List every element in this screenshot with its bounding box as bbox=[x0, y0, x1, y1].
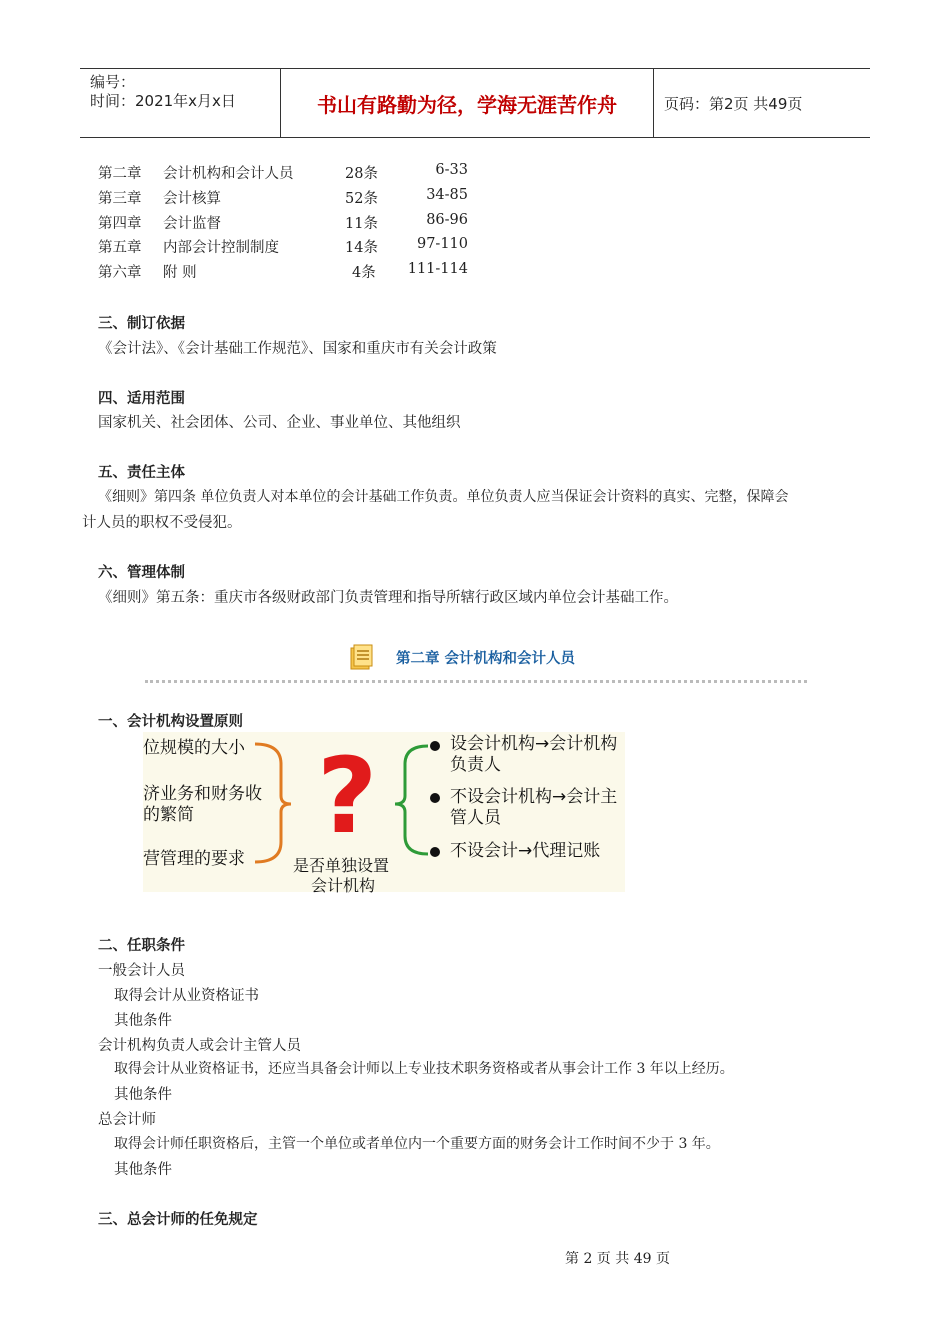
factor-scale: 位规模的大小 bbox=[143, 738, 245, 758]
role-condition: 取得会计从业资格证书，还应当具备会计师以上专业技术职务资格或者从事会计工作 3 年以上经历。 bbox=[114, 1061, 734, 1077]
toc-chapter: 第二章 bbox=[98, 166, 142, 182]
page-header bbox=[80, 68, 870, 138]
section-body: 国家机关、社会团体、公司、企业、事业单位、其他组织 bbox=[98, 415, 461, 431]
role-condition: 取得会计师任职资格后，主管一个单位或者单位内一个重要方面的财务会计工作时间不少于 3 年。 bbox=[114, 1136, 720, 1152]
number-label: 编号： bbox=[90, 73, 136, 91]
toc-count: 11条 bbox=[345, 216, 378, 232]
factor-business-cont: 的繁简 bbox=[143, 805, 194, 825]
role-condition: 取得会计从业资格证书 bbox=[114, 988, 259, 1004]
role-title: 一般会计人员 bbox=[98, 963, 185, 979]
dotted-divider bbox=[145, 680, 807, 683]
section-heading: 五、责任主体 bbox=[98, 465, 185, 481]
section-heading: 六、管理体制 bbox=[98, 565, 185, 581]
toc-count: 4条 bbox=[352, 265, 376, 281]
option-1: 设会计机构→会计机构 bbox=[450, 734, 618, 754]
chapter-banner bbox=[348, 642, 575, 672]
toc-chapter: 第六章 bbox=[98, 265, 142, 281]
right-brace bbox=[395, 746, 428, 854]
bullet-icon bbox=[430, 741, 440, 751]
role-title: 会计机构负责人或会计主管人员 bbox=[98, 1038, 301, 1054]
document-icon bbox=[348, 643, 376, 671]
bullet-icon bbox=[430, 847, 440, 857]
toc-chapter: 第五章 bbox=[98, 240, 142, 256]
toc-range: 6-33 bbox=[435, 162, 468, 178]
section-body: 《细则》第四条 单位负责人对本单位的会计基础工作负责。单位负责人应当保证会计资料的真实、完整，保障会 bbox=[98, 489, 789, 505]
toc-title: 附 则 bbox=[163, 265, 197, 281]
option-3: 不设会计→代理记账 bbox=[450, 841, 601, 861]
time-label: 时间：2021年x月x日 bbox=[90, 92, 236, 110]
toc-title: 会计机构和会计人员 bbox=[163, 166, 294, 182]
factor-management: 营管理的要求 bbox=[143, 849, 245, 869]
toc-range: 34-85 bbox=[426, 187, 468, 203]
toc-count: 52条 bbox=[345, 191, 378, 207]
toc-range: 97-110 bbox=[416, 236, 468, 252]
section-body: 《细则》第五条：重庆市各级财政部门负责管理和指导所辖行政区域内单位会计基础工作。 bbox=[98, 590, 678, 606]
option-2: 不设会计机构→会计主 bbox=[450, 787, 618, 807]
role-condition: 其他条件 bbox=[114, 1087, 172, 1103]
toc-count: 14条 bbox=[345, 240, 378, 256]
section-heading: 二、任职条件 bbox=[98, 938, 185, 954]
center-caption-cont: 会计机构 bbox=[311, 876, 376, 895]
toc-range: 86-96 bbox=[426, 212, 468, 228]
section-heading: 四、适用范围 bbox=[98, 391, 185, 407]
section-body: 《会计法》、《会计基础工作规范》、国家和重庆市有关会计政策 bbox=[98, 341, 497, 357]
toc-chapter: 第四章 bbox=[98, 216, 142, 232]
section-heading: 三、制订依据 bbox=[98, 316, 185, 332]
header-page-info: 页码：第2页 共49页 bbox=[664, 94, 803, 113]
section-body-cont: 计人员的职权不受侵犯。 bbox=[82, 515, 242, 531]
question-mark: ? bbox=[317, 735, 378, 857]
left-brace bbox=[255, 744, 291, 862]
factor-business: 济业务和财务收 bbox=[143, 784, 262, 804]
center-caption: 是否单独设置 bbox=[293, 856, 390, 875]
role-condition: 其他条件 bbox=[114, 1162, 172, 1178]
toc-count: 28条 bbox=[345, 166, 378, 182]
page-footer: 第 2 页 共 49 页 bbox=[565, 1251, 670, 1267]
toc-chapter: 第三章 bbox=[98, 191, 142, 207]
header-motto: 书山有路勤为径，学海无涯苦作舟 bbox=[281, 69, 654, 137]
option-1-cont: 负责人 bbox=[450, 755, 501, 775]
option-2-cont: 管人员 bbox=[450, 808, 501, 828]
toc-title: 内部会计控制制度 bbox=[163, 240, 279, 256]
chapter-title: 第二章 会计机构和会计人员 bbox=[396, 650, 576, 667]
section-heading: 三、总会计师的任免规定 bbox=[98, 1212, 258, 1228]
toc-title: 会计核算 bbox=[163, 191, 221, 207]
section-heading: 一、会计机构设置原则 bbox=[98, 714, 243, 730]
role-condition: 其他条件 bbox=[114, 1013, 172, 1029]
toc-range: 111-114 bbox=[407, 261, 468, 277]
toc-title: 会计监督 bbox=[163, 216, 221, 232]
role-title: 总会计师 bbox=[98, 1112, 156, 1128]
header-meta bbox=[80, 69, 281, 137]
bullet-icon bbox=[430, 793, 440, 803]
setup-principle-diagram bbox=[143, 732, 625, 895]
